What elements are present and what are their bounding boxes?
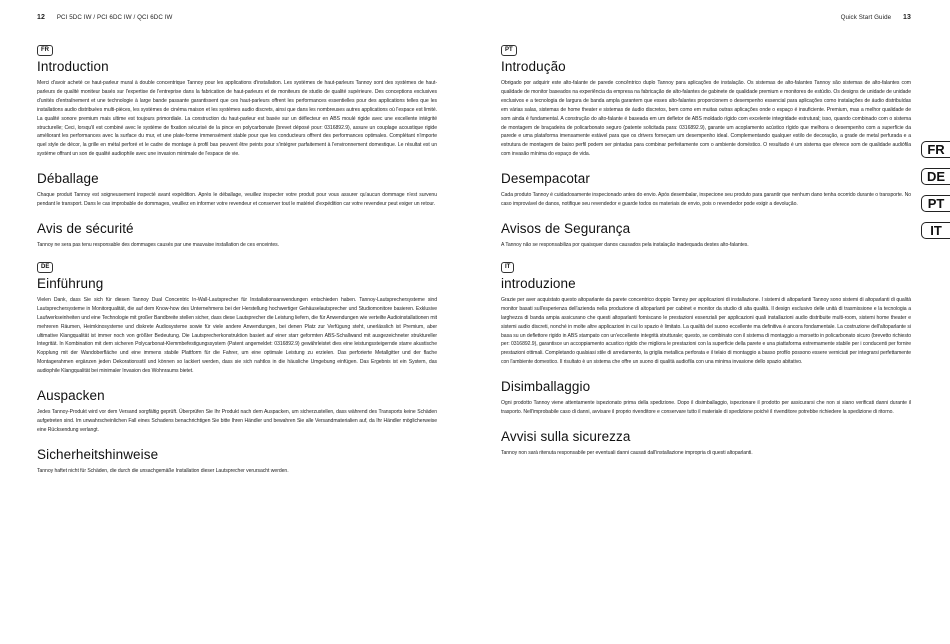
- language-side-tabs: [921, 141, 950, 249]
- right-page-header: [841, 14, 911, 21]
- de-unpacking-heading: Auspacken: [37, 388, 105, 404]
- left-header-title: PCI 5DC IW / PCI 6DC IW / QCI 6DC IW: [56, 14, 173, 21]
- de-introduction-heading: Einführung: [37, 275, 104, 291]
- language-tag-fr: FR: [37, 45, 53, 56]
- it-unpacking-heading: Disimballaggio: [501, 379, 591, 395]
- pt-safety-heading: Avisos de Segurança: [501, 220, 631, 236]
- right-page-number: 13: [903, 14, 911, 21]
- left-page-number: 12: [37, 14, 45, 21]
- pt-unpacking-heading: Desempacotar: [501, 171, 590, 187]
- side-tab-de[interactable]: DE: [921, 168, 950, 185]
- it-introduction-heading: introduzione: [501, 275, 576, 291]
- it-unpacking-text: Ogni prodotto Tannoy viene attentamente ispezionato prima della spedizione. Dopo il disimballaggio, ispezionare il prodotto per assicurarsi che non si siano verificati danni durante il trasporto. Nell'improbabile caso di danni, avvisare il proprio rivenditore e conservare tutto il materiale di spedizione poiché il rivenditore potrebbe richiedere la spedizione di ritorno.: [501, 400, 911, 416]
- de-safety-heading: Sicherheitshinweise: [37, 446, 159, 462]
- right-header-title: Quick Start Guide: [840, 14, 892, 21]
- it-safety-text: Tannoy non sarà ritenuta responsabile per eventuali danni causati dall'installazione impropria di questi altoparlanti.: [501, 449, 753, 456]
- fr-introduction-text: Merci d'avoir acheté ce haut-parleur mural à double concentrique Tannoy pour les applications d'installation. Les systèmes de haut-parleurs Tannoy sont des systèmes de haut-parleurs de qualité moniteur basés sur l'expertise de l'entreprise dans la fabrication de haut-parleurs et de moniteurs de studio de qualité supérieure. Des conceptions exclusives d'unités d'entraînement et une technologie à large bande passante garantissent que ces haut-parleurs offrent les performances essentielles pour des applications telles que les installations audio distribuées multi-pièces, les systèmes de cinéma maison et les systèmes audio discrets, ainsi que dans les nombreuses autres applications où l'espace est limité. La qualité sonore premium mais ultime est toujours primordiale. La construction du haut-parleur est basée sur un déflecteur en ABS moulé rigide avec une excellente intégrité structurelle; Ceci, lorsqu'il est combiné avec le système de fixation sécurisé de la pince en polycarbonate (brevet déposé pour: 0316892.9), assure un couplage acoustique rigide améliorant les performances avec la surface du mur, et une plate-forme immensément stable pour que les conducteurs offrent des performances optimales. Complétant n'importe quel style de décor, la grille en métal perforé et le cadre de montage à profil bas peuvent être peints pour s'intégrer parfaitement à l'environnement domestique. Le résultat est un système offrant un son de qualité audiophile avec une invasion minimale de l'espace de vie.: [37, 80, 437, 158]
- pt-introduction-heading: Introdução: [501, 59, 566, 74]
- de-safety-text: Tannoy haftet nicht für Schäden, die durch die unsachgemäße Installation dieser Lautsprecher verursacht werden.: [37, 467, 289, 474]
- language-tag-de: DE: [37, 262, 53, 273]
- fr-unpacking-text: Chaque produit Tannoy est soigneusement inspecté avant expédition. Après le déballage, veuillez inspecter votre produit pour vous assurer qu'aucun dommage n'est survenu pendant le transport. Dans le cas improbable de dommages, veuillez en informer votre revendeur et conserver tout le matériel d'expédition car votre revendeur peut exiger un retour.: [37, 192, 437, 208]
- fr-safety-heading: Avis de sécurité: [37, 220, 134, 236]
- side-tab-it[interactable]: IT: [921, 222, 950, 239]
- right-page-content: [501, 38, 911, 458]
- side-tab-fr[interactable]: FR: [921, 141, 950, 158]
- it-introduction-text: Grazie per aver acquistato questo altoparlante da parete concentrico doppio Tannoy per applicazioni di installazione. I sistemi di altoparlanti Tannoy sono sistemi di altoparlanti di qualità monitor basati sull'esperienza dell'azienda nella produzione di altoparlanti per cabinet e monitor da studio di alta qualità. Il design esclusivo delle unità di trasmissione e la tecnologia a larghezza di banda ampia assicurano che questi altoparlanti forniscano le prestazioni essenziali per applicazioni quali installazioni audio distribuite multi-room, sistemi home theater e sistemi audio discreti, nonché in molte altre applicazioni in cui lo spazio è limitato. La qualità del suono eccellente ma definitiva è ancora fondamentale. La costruzione dell'altoparlante si basa su un deflettore rigido in ABS stampato con un'eccellente integrità strutturale; questo, se combinato con il sistema di montaggio a morsetto in policarbonato sicuro (brevetto richiesto per: 0316892.9), garantisce un accoppiamento acustico rigido che migliora le prestazioni con la superficie della parete e una piattaforma estremamente stabile per i conducenti per fornire prestazioni ottimali. Completando qualsiasi stile di arredamento, la griglia metallica perforata e il telaio di montaggio a basso profilo possono essere verniciati per integrarsi perfettamente con l'ambiente domestico. Il risultato è un sistema che offre un suono di qualità audiofila con una minima invasione dello spazio abitativo.: [501, 296, 911, 366]
- left-page-header: [37, 14, 173, 21]
- side-tab-pt[interactable]: PT: [921, 195, 950, 212]
- left-page-content: [37, 38, 437, 476]
- pt-unpacking-text: Cada produto Tannoy é cuidadosamente inspecionado antes do envio. Após desembalar, inspecione seu produto para garantir que nenhum dano tenha ocorrido durante o transporte. No caso improvável de danos, notifique seu revendedor e guarde todos os materiais de envio, pois o revendedor pode exigir a devolução.: [501, 192, 911, 208]
- it-safety-heading: Avvisi sulla sicurezza: [501, 428, 631, 444]
- fr-introduction-heading: Introduction: [37, 59, 109, 74]
- language-tag-it: IT: [501, 262, 514, 273]
- de-introduction-text: Vielen Dank, dass Sie sich für diesen Tannoy Dual Concentric In-Wall-Lautsprecher für Installationsanwendungen entschieden haben. Tannoy-Lautsprechersysteme sind Lautsprechersysteme in Monitorqualität, die auf dem Know-how des Unternehmens bei der Herstellung hochwertiger Gehäuselautsprecher und Studiomonitore basieren. Exklusive Laufwerkseinheiten und eine Technologie mit großer Bandbreite stellen sicher, dass diese Lautsprecher die Leistung liefern, die für Anwendungen wie verteilte Audioinstallationen mit mehreren Räumen, Heimkinosysteme und diskrete Audiosysteme sowie für viele andere Anwendungen, bei denen Platz zur Verfügung steht, unerlässlich ist Premium, aber ultimative Klangqualität ist immer noch von größter Bedeutung. Die Lautsprecherkonstruktion basiert auf einer starr geformten ABS-Schallwand mit ausgezeichneter struktureller Integrität. In Kombination mit dem sicheren Polycarbonat-Klemmbefestigungssystem (Patent angemeldet: 0316892.9) gewährleistet dies eine leistungssteigernde starre akustische Kopplung mit der Wandoberfläche und eine immens stabile Plattform für die Fahrer, um eine optimale Leistung zu erzielen. Das perforierte Metallgitter und der flache Montagerahmen ergänzen jeden Dekorationsstil und können so lackiert werden, dass sie sich nahtlos in die häusliche Umgebung einfügen. Das Ergebnis ist ein System, das audiophile Klangqualität bei minimaler Invasion des Wohnraums bietet.: [37, 296, 437, 375]
- fr-unpacking-heading: Déballage: [37, 171, 99, 187]
- language-tag-pt: PT: [501, 45, 517, 56]
- de-unpacking-text: Jedes Tannoy-Produkt wird vor dem Versand sorgfältig geprüft. Überprüfen Sie Ihr Produkt nach dem Auspacken, um sicherzustellen, dass während des Transports keine Schäden aufgetreten sind. Im unwahrscheinlichen Fall eines Schadens benachrichtigen Sie bitte Ihren Händler und bewahren Sie alle Versandmaterialien auf, da Ihr Händler möglicherweise eine Rücksendung verlangt.: [37, 409, 437, 433]
- pt-introduction-text: Obrigado por adquirir este alto-falante de parede concêntrico duplo Tannoy para aplicações de instalação. Os sistemas de alto-falantes Tannoy são sistemas de alto-falantes com qualidade de monitor baseados na experiência da empresa na fabricação de alto-falantes de gabinete de qualidade premium e monitores de estúdio. Os designs de unidade de unidade exclusivos e a tecnologia de largura de banda ampla garantem que esses alto-falantes proporcionem o desempenho essencial para aplicações como instalações de áudio distribuídas em várias salas, sistemas de home theater e sistemas de áudio discretos, bem como em muitas outras aplicações onde o espaço é insuficiente. Premium, mas a melhor qualidade de som ainda é fundamental. A construção do alto-falante é baseada em um defletor de ABS moldado rígido com excelente integridade estrutural; isso, quando combinado com o sistema de montagem de braçadeira de policarbonato seguro (patente solicitada para: 0316892.9), garante um acoplamento acústico rígido que melhora o desempenho com a superfície da parede e uma plataforma imensamente estável para que os drivers forneçam um desempenho ideal. Complementando qualquer estilo de decoração, a grade de metal perfurada e a estrutura de montagem de baixo perfil podem ser pintadas para combinar perfeitamente com o ambiente doméstico. O resultado é um sistema que oferece som de qualidade audiófila com invasão mínima do espaço de vida.: [501, 80, 911, 158]
- pt-safety-text: A Tannoy não se responsabiliza por quaisquer danos causados pela instalação inadequada destes alto-falantes.: [501, 241, 749, 248]
- fr-safety-text: Tannoy ne sera pas tenu responsable des dommages causés par une mauvaise installation de ces enceintes.: [37, 241, 280, 248]
